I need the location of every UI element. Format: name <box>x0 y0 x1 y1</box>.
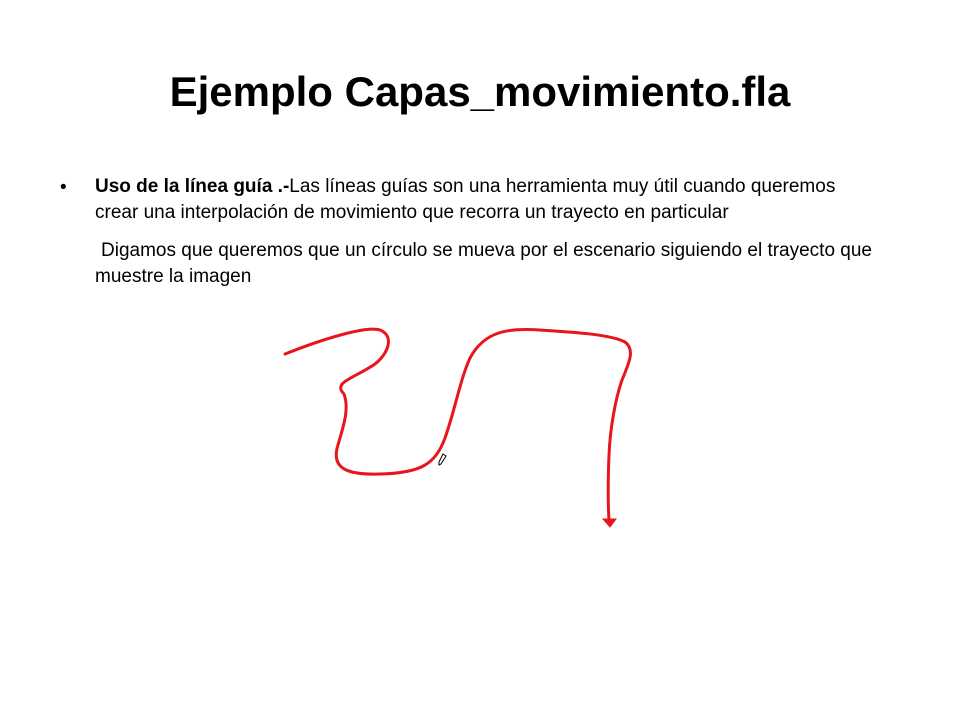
bullet-text: Las líneas guías son una herramienta muy útil cuando queremos crear una interpolación de movimiento que recorra un trayecto en particular <box>95 176 836 223</box>
slide-title: Ejemplo Capas_movimiento.fla <box>169 68 791 115</box>
second-paragraph: Digamos que queremos que un círculo se mueva por el escenario siguiendo el trayecto que muestre la imagen <box>95 240 873 287</box>
bullet-list <box>60 174 873 290</box>
bullet-lead-bold: Uso de la línea guía .- <box>95 176 290 197</box>
motion-guide-path <box>270 320 650 540</box>
guide-curve <box>285 329 630 520</box>
bullet-paragraph <box>95 174 855 226</box>
arrowhead-icon <box>603 519 616 527</box>
pencil-cursor-icon <box>437 453 447 467</box>
bullet-marker: • <box>60 177 67 198</box>
